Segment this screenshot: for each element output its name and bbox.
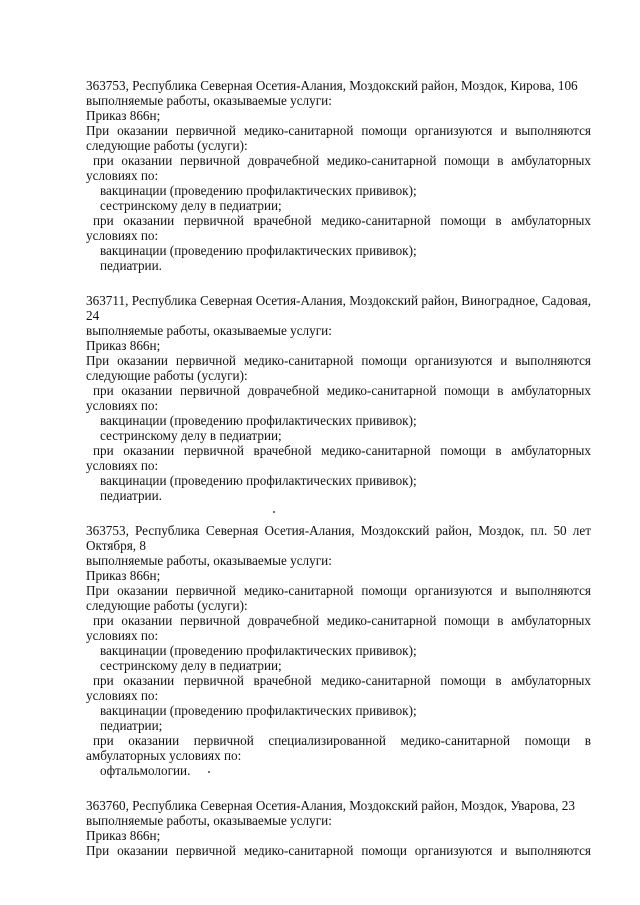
text-line: педиатрии. [100,258,162,273]
scan-speck [208,771,210,773]
text-line: При оказании первичной медико-санитарной помощи организуются и выполняются [86,123,591,138]
text-line: Приказ 866н; [86,568,161,583]
address-entry [86,798,591,858]
text-line: при оказании первичной врачебной медико-санитарной помощи в амбулаторных [93,443,591,458]
address-entry [86,78,591,273]
text-line: При оказании первичной медико-санитарной помощи организуются и выполняются [86,843,591,858]
address-line: 363760, Республика Северная Осетия-Алания, Моздокский район, Моздок, Уварова, 23 [86,798,575,813]
text-line: при оказании первичной врачебной медико-санитарной помощи в амбулаторных [93,213,591,228]
text-line: условиях по: [86,688,159,703]
text-line: педиатрии; [100,718,163,733]
text-line: вакцинации (проведению профилактических прививок); [100,243,417,258]
text-line: вакцинации (проведению профилактических прививок); [100,643,417,658]
scan-speck [273,511,275,513]
text-line: условиях по: [86,228,159,243]
text-line: выполняемые работы, оказываемые услуги: [86,813,332,828]
text-line: 24 [86,308,100,323]
text-line: вакцинации (проведению профилактических прививок); [100,703,417,718]
text-line: амбулаторных условиях по: [86,748,242,763]
text-line: Приказ 866н; [86,108,161,123]
text-line: выполняемые работы, оказываемые услуги: [86,93,332,108]
text-line: условиях по: [86,458,159,473]
text-line: при оказании первичной доврачебной медико-санитарной помощи в амбулаторных [93,153,591,168]
text-line: следующие работы (услуги): [86,138,248,153]
text-line: при оказании первичной специализированной медико-санитарной помощи в [93,733,591,748]
text-line: При оказании первичной медико-санитарной помощи организуются и выполняются [86,353,591,368]
text-line: сестринскому делу в педиатрии; [100,198,282,213]
text-line: следующие работы (услуги): [86,598,248,613]
address-entry [86,293,591,503]
document-body [86,78,591,878]
text-line: Приказ 866н; [86,338,161,353]
text-line: вакцинации (проведению профилактических прививок); [100,183,417,198]
text-line: при оказании первичной доврачебной медико-санитарной помощи в амбулаторных [93,383,591,398]
text-line: вакцинации (проведению профилактических прививок); [100,473,417,488]
text-line: условиях по: [86,398,159,413]
text-line: педиатрии. [100,488,162,503]
address-line: 363753, Республика Северная Осетия-Алания, Моздокский район, Моздок, пл. 50 лет [86,523,591,538]
text-line: при оказании первичной доврачебной медико-санитарной помощи в амбулаторных [93,613,591,628]
text-line: Приказ 866н; [86,828,161,843]
text-line: При оказании первичной медико-санитарной помощи организуются и выполняются [86,583,591,598]
text-line: выполняемые работы, оказываемые услуги: [86,553,332,568]
address-line: 363711, Республика Северная Осетия-Алания, Моздокский район, Виноградное, Садовая, [86,293,591,308]
text-line: Октября, 8 [86,538,146,553]
address-entry [86,523,591,778]
text-line: офтальмологии. [100,763,191,778]
text-line: условиях по: [86,628,159,643]
address-line: 363753, Республика Северная Осетия-Алания, Моздокский район, Моздок, Кирова, 106 [86,78,578,93]
text-line: следующие работы (услуги): [86,368,248,383]
text-line: условиях по: [86,168,159,183]
text-line: при оказании первичной врачебной медико-санитарной помощи в амбулаторных [93,673,591,688]
text-line: выполняемые работы, оказываемые услуги: [86,323,332,338]
text-line: вакцинации (проведению профилактических прививок); [100,413,417,428]
text-line: сестринскому делу в педиатрии; [100,428,282,443]
text-line: сестринскому делу в педиатрии; [100,658,282,673]
